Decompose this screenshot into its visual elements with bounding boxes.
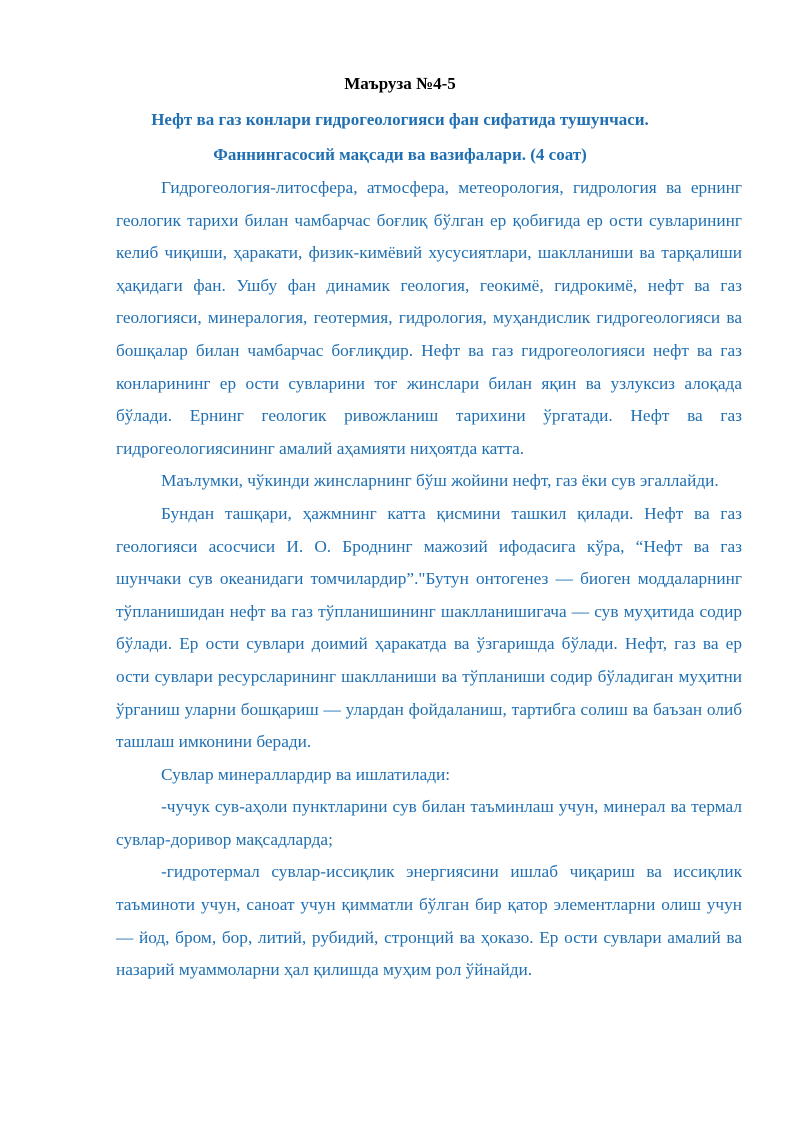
paragraph-water-uses-intro: Сувлар минераллардир ва ишлатилади: [161, 764, 451, 784]
lecture-number: Маъруза №4-5 [344, 74, 456, 93]
document-title-line-2: Фаннингасосий мақсади ва вазифалари. (4 соат) [213, 145, 587, 164]
paragraph-brod-quote: Бундан ташқари, ҳажмнинг катта қисмини ташкил қилади. Нефт ва газ геологияси асосчиси И. О. Броднинг мажозий ифодасига кўра, “Нефт ва газ шунчаки сув океанидаги томчилардир”."Бутун онтогенез — биоген моддаларнинг тўпланишидан нефт ва газ тўпланишининг шаклланишигача — сув муҳитида содир бўлади. Ер ости сувлари доимий ҳаракатда ва ўзгаришда бўлади. Нефт, газ ва ер ости сувлари ресурсларининг шаклланиши ва тўпланиши содир бўладиган муҳитни ўрганиш уларни бошқариш — улардан фойдаланиш, тартибга солиш ва баъзан олиб ташлаш имконини беради. [116, 503, 742, 752]
paragraph-hydrogeology-definition: Гидрогеология-литосфера, атмосфера, метеорология, гидрология ва ернинг геологик тарихи билан чамбарчас боғлиқ бўлган ер қобиғида ер ости сувларининг келиб чиқиши, ҳаракати, физик-кимёвий хусусиятлари, шаклланиши ва тарқалиши ҳақидаги фан. Ушбу фан динамик геология, геокимё, гидрокимё, нефт ва газ геологияси, минералогия, геотермия, гидрология, муҳандислик гидрогеологияси ва бошқалар билан чамбарчас боғлиқдир. Нефт ва газ гидрогеологияси нефт ва газ конларининг ер ости сувларини тоғ жинслари билан яқин ва узлуксиз алоқада бўлади. Ернинг геологик ривожланиш тарихини ўргатади. Нефт ва газ гидрогеологиясининг амалий аҳамияти ниҳоятда катта. [116, 178, 742, 458]
paragraph-fresh-water-use: -чучук сув-аҳоли пунктларини сув билан таъминлаш учун, минерал ва термал сувлар-доривор мақсадларда; [116, 797, 742, 849]
document-title-line-1: Нефт ва газ конлари гидрогеологияси фан сифатида тушунчаси. [151, 110, 649, 129]
paragraph-sedimentary-rocks: Маълумки, чўкинди жинсларнинг бўш жойини нефт, газ ёки сув эгаллайди. [161, 471, 719, 491]
document-body [116, 172, 742, 987]
paragraph-hydrothermal-use: -гидротермал сувлар-иссиқлик энергиясини ишлаб чиқариш ва иссиқлик таъминоти учун, саноат учун қимматли бўлган бир қатор элементларни олиш учун — йод, бром, бор, литий, рубидий, стронций ва ҳоказо. Ер ости сувлари амалий ва назарий муаммоларни ҳал қилишда муҳим рол ўйнайди. [116, 862, 742, 980]
